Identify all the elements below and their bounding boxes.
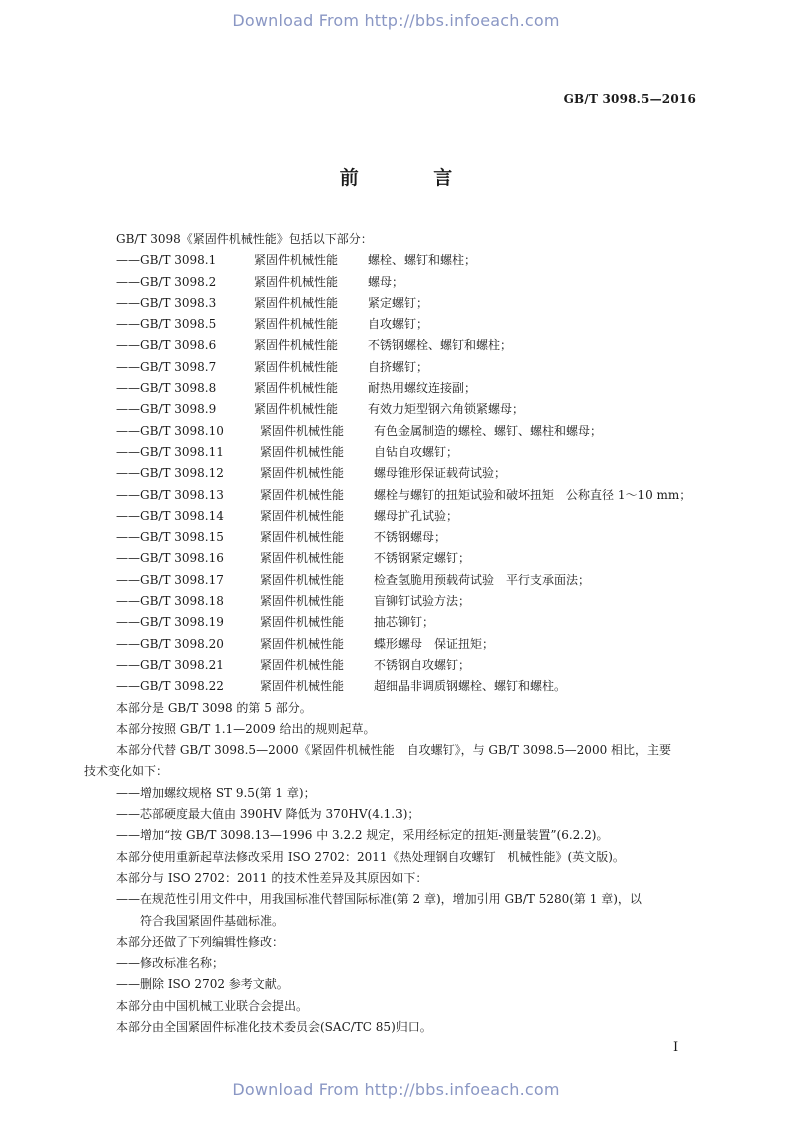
- series-name: 紧固件机械性能: [254, 359, 339, 374]
- edit-item: ——删除 ISO 2702 参考文献。: [116, 977, 289, 992]
- series-name: 紧固件机械性能: [260, 423, 345, 438]
- part-subject: 紧定螺钉；: [368, 295, 429, 310]
- page-number: I: [673, 1040, 679, 1055]
- series-name: 紧固件机械性能: [254, 317, 339, 332]
- series-name: 紧固件机械性能: [254, 253, 339, 268]
- list-item: ——GB/T 3098.19 紧固件机械性能 抽芯铆钉；: [84, 612, 704, 633]
- part-subject: 检查氢脆用预载荷试验 平行支承面法；: [374, 572, 591, 587]
- part-subject: 蝶形螺母 保证扭矩；: [374, 636, 495, 651]
- change-item: ——增加螺纹规格 ST 9.5(第 1 章)；: [116, 785, 316, 800]
- list-item: ——GB/T 3098.11 紧固件机械性能 自钻自攻螺钉；: [84, 442, 704, 463]
- difference-item-cont: 符合我国紧固件基础标准。: [140, 913, 285, 928]
- part-code: GB/T 3098.20: [140, 636, 224, 651]
- part-subject: 有效力矩型钢六角锁紧螺母；: [368, 402, 525, 417]
- part-subject: 自攻螺钉；: [368, 317, 429, 332]
- part-subject: 自挤螺钉；: [368, 359, 429, 374]
- series-name: 紧固件机械性能: [260, 594, 345, 609]
- part-code: GB/T 3098.17: [140, 572, 224, 587]
- list-item: ——GB/T 3098.22 紧固件机械性能 超细晶非调质钢螺栓、螺钉和螺柱。: [84, 676, 704, 697]
- part-subject: 螺母；: [368, 274, 405, 289]
- part-code: GB/T 3098.6: [140, 338, 217, 353]
- part-subject: 不锈钢自攻螺钉；: [374, 657, 471, 672]
- part-subject: 不锈钢螺母；: [374, 530, 447, 545]
- part-subject: 不锈钢紧定螺钉；: [374, 551, 471, 566]
- iso-adoption-statement: 本部分使用重新起草法修改采用 ISO 2702：2011《热处理钢自攻螺钉 机械性能》(英文版)。: [116, 849, 625, 864]
- edit-item: ——修改标准名称；: [116, 956, 225, 971]
- list-item: ——GB/T 3098.13 紧固件机械性能 螺栓与螺钉的扭矩试验和破坏扭矩 公称直径 1～10 mm；: [84, 485, 704, 506]
- list-item: ——GB/T 3098.7 紧固件机械性能 自挤螺钉；: [84, 357, 704, 378]
- proposed-by-statement: 本部分由中国机械工业联合会提出。: [116, 998, 309, 1013]
- part-code: GB/T 3098.16: [140, 551, 224, 566]
- part-code: GB/T 3098.3: [140, 295, 217, 310]
- standard-number: GB/T 3098.5—2016: [563, 92, 696, 106]
- part-subject: 螺母扩孔试验；: [374, 508, 459, 523]
- list-item: ——GB/T 3098.2 紧固件机械性能 螺母；: [84, 272, 704, 293]
- series-name: 紧固件机械性能: [260, 444, 345, 459]
- list-item: ——GB/T 3098.12 紧固件机械性能 螺母锥形保证载荷试验；: [84, 463, 704, 484]
- part-code: GB/T 3098.18: [140, 594, 224, 609]
- part-subject: 不锈钢螺栓、螺钉和螺柱；: [368, 338, 513, 353]
- series-name: 紧固件机械性能: [254, 402, 339, 417]
- list-item: ——GB/T 3098.3 紧固件机械性能 紧定螺钉；: [84, 293, 704, 314]
- series-name: 紧固件机械性能: [260, 530, 345, 545]
- replacement-statement-cont: 技术变化如下：: [84, 764, 169, 779]
- part-code: GB/T 3098.10: [140, 423, 224, 438]
- foreword-body: [84, 229, 704, 1038]
- list-item: ——GB/T 3098.9 紧固件机械性能 有效力矩型钢六角锁紧螺母；: [84, 399, 704, 420]
- part-code: GB/T 3098.13: [140, 487, 224, 502]
- part-subject: 盲铆钉试验方法；: [374, 594, 471, 609]
- technical-difference-statement: 本部分与 ISO 2702：2011 的技术性差异及其原因如下：: [116, 870, 428, 885]
- part-code: GB/T 3098.14: [140, 508, 224, 523]
- change-item: ——增加“按 GB/T 3098.13—1996 中 3.2.2 规定，采用经标定的扭矩-测量装置”(6.2.2)。: [116, 828, 609, 843]
- part-subject: 螺栓、螺钉和螺柱；: [368, 253, 477, 268]
- part-subject: 有色金属制造的螺栓、螺钉、螺柱和螺母；: [374, 423, 603, 438]
- watermark-top: Download From http://bbs.infoeach.com: [232, 11, 560, 30]
- list-item: ——GB/T 3098.10 紧固件机械性能 有色金属制造的螺栓、螺钉、螺柱和螺母；: [84, 421, 704, 442]
- series-name: 紧固件机械性能: [260, 636, 345, 651]
- part-code: GB/T 3098.19: [140, 615, 224, 630]
- part-statement: 本部分是 GB/T 3098 的第 5 部分。: [116, 700, 312, 715]
- parts-list: [84, 250, 704, 697]
- series-name: 紧固件机械性能: [254, 274, 339, 289]
- part-code: GB/T 3098.12: [140, 466, 224, 481]
- part-code: GB/T 3098.7: [140, 359, 217, 374]
- list-item: ——GB/T 3098.14 紧固件机械性能 螺母扩孔试验；: [84, 506, 704, 527]
- part-subject: 螺母锥形保证载荷试验；: [374, 466, 507, 481]
- part-code: GB/T 3098.11: [140, 444, 224, 459]
- series-name: 紧固件机械性能: [254, 381, 339, 396]
- part-subject: 自钻自攻螺钉；: [374, 444, 459, 459]
- centralized-by-statement: 本部分由全国紧固件标准化技术委员会(SAC/TC 85)归口。: [116, 1019, 432, 1034]
- editorial-statement: 本部分还做了下列编辑性修改：: [116, 934, 285, 949]
- part-code: GB/T 3098.22: [140, 679, 224, 694]
- series-name: 紧固件机械性能: [260, 551, 345, 566]
- intro-paragraph: GB/T 3098《紧固件机械性能》包括以下部分：: [116, 232, 373, 246]
- difference-item: ——在规范性引用文件中，用我国标准代替国际标准(第 2 章)，增加引用 GB/T 5280(第 1 章)，以: [116, 892, 642, 907]
- series-name: 紧固件机械性能: [254, 295, 339, 310]
- series-name: 紧固件机械性能: [254, 338, 339, 353]
- series-name: 紧固件机械性能: [260, 487, 345, 502]
- change-item: ——芯部硬度最大值由 390HV 降低为 370HV(4.1.3)；: [116, 807, 420, 822]
- part-code: GB/T 3098.8: [140, 381, 217, 396]
- list-item: ——GB/T 3098.1 紧固件机械性能 螺栓、螺钉和螺柱；: [84, 250, 704, 271]
- list-item: ——GB/T 3098.16 紧固件机械性能 不锈钢紧定螺钉；: [84, 548, 704, 569]
- part-code: GB/T 3098.1: [140, 253, 217, 268]
- series-name: 紧固件机械性能: [260, 572, 345, 587]
- page-title: 前 言: [339, 167, 487, 189]
- part-code: GB/T 3098.9: [140, 402, 217, 417]
- drafting-statement: 本部分按照 GB/T 1.1—2009 给出的规则起草。: [116, 721, 376, 736]
- series-name: 紧固件机械性能: [260, 657, 345, 672]
- watermark-bottom: Download From http://bbs.infoeach.com: [232, 1080, 560, 1099]
- series-name: 紧固件机械性能: [260, 466, 345, 481]
- part-code: GB/T 3098.2: [140, 274, 217, 289]
- part-code: GB/T 3098.15: [140, 530, 224, 545]
- series-name: 紧固件机械性能: [260, 679, 345, 694]
- part-code: GB/T 3098.21: [140, 657, 224, 672]
- part-subject: 耐热用螺纹连接副；: [368, 381, 477, 396]
- replacement-statement: 本部分代替 GB/T 3098.5—2000《紧固件机械性能 自攻螺钉》，与 GB/T 3098.5—2000 相比，主要: [116, 743, 672, 758]
- list-item: ——GB/T 3098.17 紧固件机械性能 检查氢脆用预载荷试验 平行支承面法；: [84, 570, 704, 591]
- part-code: GB/T 3098.5: [140, 317, 217, 332]
- series-name: 紧固件机械性能: [260, 508, 345, 523]
- list-item: ——GB/T 3098.5 紧固件机械性能 自攻螺钉；: [84, 314, 704, 335]
- series-name: 紧固件机械性能: [260, 615, 345, 630]
- part-subject: 超细晶非调质钢螺栓、螺钉和螺柱。: [374, 679, 567, 694]
- list-item: ——GB/T 3098.8 紧固件机械性能 耐热用螺纹连接副；: [84, 378, 704, 399]
- part-subject: 螺栓与螺钉的扭矩试验和破坏扭矩 公称直径 1～10 mm；: [374, 487, 692, 502]
- list-item: ——GB/T 3098.21 紧固件机械性能 不锈钢自攻螺钉；: [84, 655, 704, 676]
- list-item: ——GB/T 3098.20 紧固件机械性能 蝶形螺母 保证扭矩；: [84, 634, 704, 655]
- list-item: ——GB/T 3098.15 紧固件机械性能 不锈钢螺母；: [84, 527, 704, 548]
- list-item: ——GB/T 3098.6 紧固件机械性能 不锈钢螺栓、螺钉和螺柱；: [84, 335, 704, 356]
- list-item: ——GB/T 3098.18 紧固件机械性能 盲铆钉试验方法；: [84, 591, 704, 612]
- part-subject: 抽芯铆钉；: [374, 615, 435, 630]
